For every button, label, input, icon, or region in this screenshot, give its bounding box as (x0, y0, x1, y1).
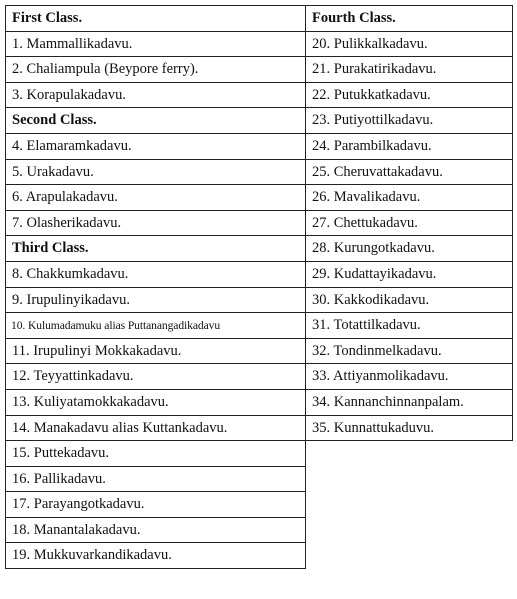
ferry-entry: 12. Teyyattinkadavu. (6, 364, 305, 390)
ferry-entry: 7. Olasherikadavu. (6, 211, 305, 237)
ferry-entry: 3. Korapulakadavu. (6, 83, 305, 109)
ferry-entry: 28. Kurungotkadavu. (306, 236, 512, 262)
class-heading: Third Class. (6, 236, 305, 262)
ferry-entry: 35. Kunnattukaduvu. (306, 416, 512, 442)
ferry-entry: 25. Cheruvattakadavu. (306, 160, 512, 186)
ferry-entry: 11. Irupulinyi Mokkakadavu. (6, 339, 305, 365)
ferry-entry: 4. Elamaramkadavu. (6, 134, 305, 160)
class-heading: Fourth Class. (306, 6, 512, 32)
right-column (305, 5, 513, 441)
ferry-entry: 16. Pallikadavu. (6, 467, 305, 493)
ferry-entry: 5. Urakadavu. (6, 160, 305, 186)
ferry-entry: 27. Chettukadavu. (306, 211, 512, 237)
ferry-entry: 22. Putukkatkadavu. (306, 83, 512, 109)
ferry-entry: 23. Putiyottilkadavu. (306, 108, 512, 134)
ferry-entry: 15. Puttekadavu. (6, 441, 305, 467)
ferry-entry: 34. Kannanchinnanpalam. (306, 390, 512, 416)
ferry-entry: 32. Tondinmelkadavu. (306, 339, 512, 365)
left-column (5, 5, 306, 569)
ferry-entry: 1. Mammallikadavu. (6, 32, 305, 58)
ferry-entry: 17. Parayangotkadavu. (6, 492, 305, 518)
ferry-entry: 20. Pulikkalkadavu. (306, 32, 512, 58)
ferry-entry: 10. Kulumadamuku alias Puttanangadikadavu (6, 313, 305, 339)
ferry-entry: 18. Manantalakadavu. (6, 518, 305, 544)
class-heading: First Class. (6, 6, 305, 32)
ferry-entry: 31. Totattilkadavu. (306, 313, 512, 339)
ferry-entry: 26. Mavalikadavu. (306, 185, 512, 211)
ferry-entry: 33. Attiyanmolikadavu. (306, 364, 512, 390)
ferry-entry: 9. Irupulinyikadavu. (6, 288, 305, 314)
ferry-entry: 29. Kudattayikadavu. (306, 262, 512, 288)
ferry-entry: 21. Purakatirikadavu. (306, 57, 512, 83)
class-heading: Second Class. (6, 108, 305, 134)
ferry-entry: 19. Mukkuvarkandikadavu. (6, 543, 305, 569)
ferry-entry: 13. Kuliyatamokkakadavu. (6, 390, 305, 416)
ferry-entry: 6. Arapulakadavu. (6, 185, 305, 211)
ferry-entry: 8. Chakkumkadavu. (6, 262, 305, 288)
ferry-entry: 30. Kakkodikadavu. (306, 288, 512, 314)
ferry-entry: 14. Manakadavu alias Kuttankadavu. (6, 416, 305, 442)
ferry-entry: 2. Chaliampula (Beypore ferry). (6, 57, 305, 83)
ferry-entry: 24. Parambilkadavu. (306, 134, 512, 160)
